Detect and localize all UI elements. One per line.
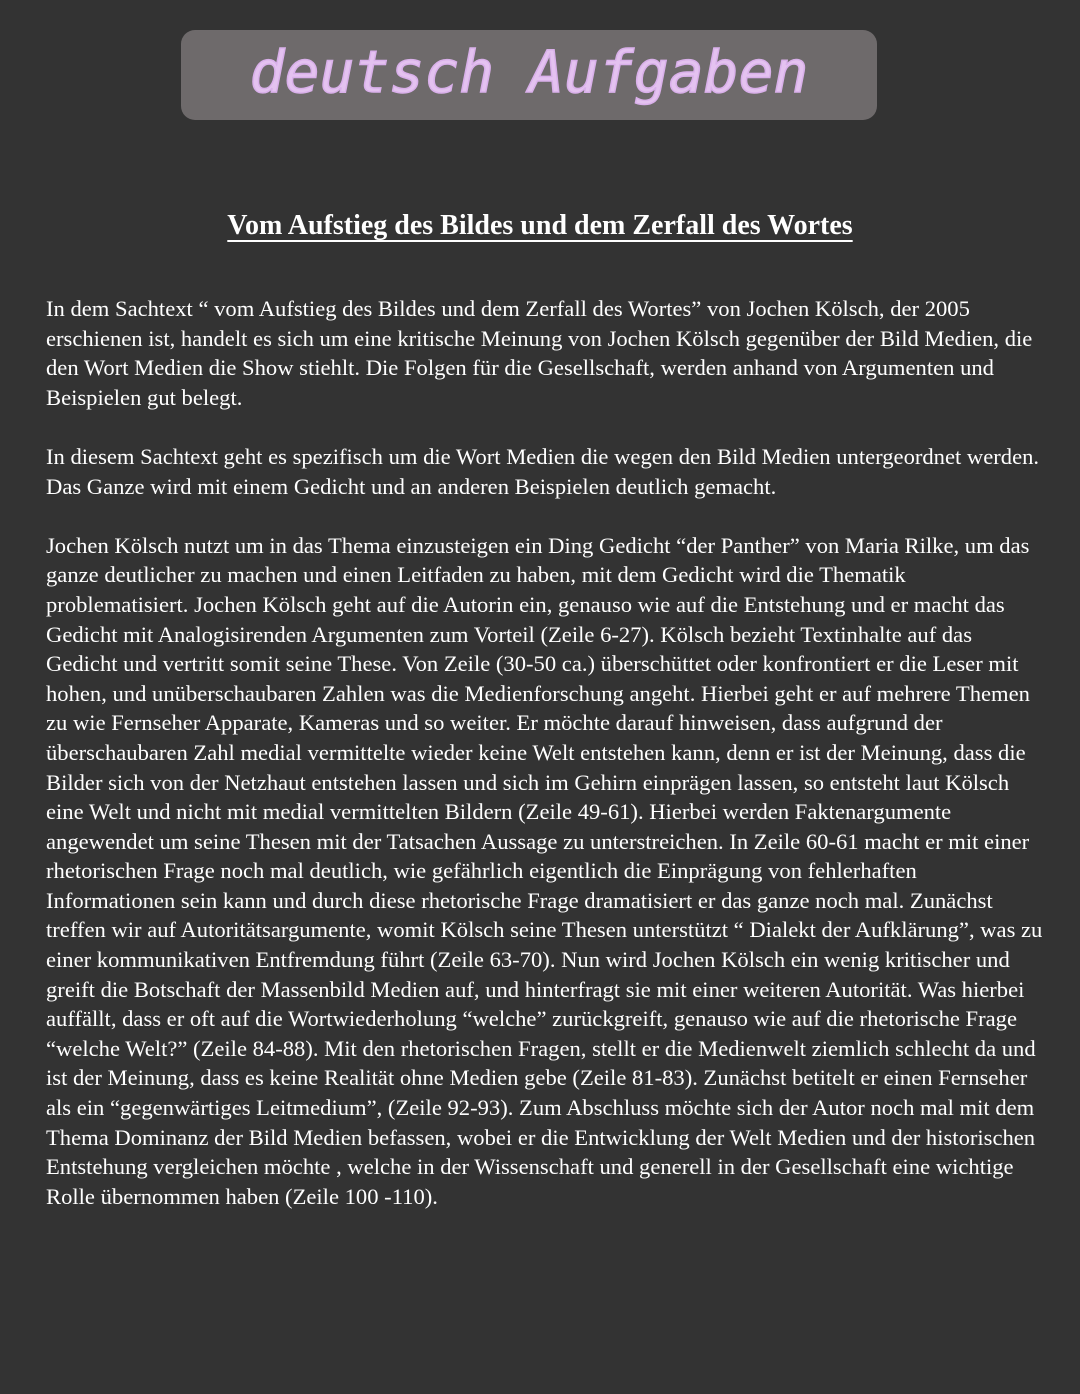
header-title-text: deutsch Aufgaben bbox=[249, 38, 809, 106]
header-title bbox=[181, 30, 877, 120]
document-body bbox=[46, 294, 1046, 1241]
paragraph-analysis: Jochen Kölsch nutzt um in das Thema einzusteigen ein Ding Gedicht “der Panther” von Maria Rilke, um das ganze deutlicher zu machen und einen Leitfaden zu haben, mit dem Gedicht wird die Thematik problematisiert. Jochen Kölsch geht auf die Autorin ein, genauso wie auf die Entstehung und er macht das Gedicht mit Analogisirenden Argumenten zum Vorteil (Zeile 6-27). Kölsch bezieht Textinhalte auf das Gedicht und vertritt somit seine These. Von Zeile (30-50 ca.) überschüttet oder konfrontiert er die Leser mit hohen, und unüberschaubaren Zahlen was die Medienforschung angeht. Hierbei geht er auf mehrere Themen zu wie Fernseher Apparate, Kameras und so weiter. Er möchte darauf hinweisen, dass aufgrund der überschaubaren Zahl medial vermittelte wieder keine Welt entstehen kann, denn er ist der Meinung, dass die Bilder sich von der Netzhaut entstehen lassen und sich im Gehirn einprägen lassen, so entsteht laut Kölsch eine Welt und nicht mit medial vermittelten Bildern (Zeile 49-61). Hierbei werden Faktenargumente angewendet um seine Thesen mit der Tatsachen Aussage zu unterstreichen. In Zeile 60-61 macht er mit einer rhetorischen Frage noch mal deutlich, wie gefährlich eigentlich die Einprägung von fehlerhaften Informationen sein kann und durch diese rhetorische Frage dramatisiert er das ganze noch mal. Zunächst treffen wir auf Autoritätsargumente, womit Kölsch seine Thesen unterstützt “ Dialekt der Aufklärung”, was zu einer kommunikativen Entfremdung führt (Zeile 63-70). Nun wird Jochen Kölsch ein wenig kritischer und greift die Botschaft der Massenbild Medien auf, und hinterfragt sie mit einer weiteren Autorität. Was hierbei auffällt, dass er oft auf die Wortwiederholung “welche” zurückgreift, genauso wie auf die rhetorische Frage “welche Welt?” (Zeile 84-88). Mit den rhetorischen Fragen, stellt er die Medienwelt ziemlich schlecht da und ist der Meinung, dass es keine Realität ohne Medien gebe (Zeile 81-83). Zunächst betitelt er einen Fernseher als ein “gegenwärtiges Leitmedium”, (Zeile 92-93). Zum Abschluss möchte sich der Autor noch mal mit dem Thema Dominanz der Bild Medien befassen, wobei er die Entwicklung der Welt Medien und der historischen Entstehung vergleichen möchte , welche in der Wissenschaft und generell in der Gesellschaft eine wichtige Rolle übernommen haben (Zeile 100 -110). bbox=[46, 532, 1043, 1209]
paragraph-summary: In diesem Sachtext geht es spezifisch um die Wort Medien die wegen den Bild Medien untergeordnet werden. Das Ganze wird mit einem Gedicht und an anderen Beispielen deutlich gemacht. bbox=[46, 443, 1040, 499]
header-banner bbox=[181, 30, 877, 120]
handwritten-title-graphic bbox=[181, 30, 877, 120]
page-title: Vom Aufstieg des Bildes und dem Zerfall des Wortes bbox=[227, 210, 853, 241]
paragraph-intro: In dem Sachtext “ vom Aufstieg des Bildes und dem Zerfall des Wortes” von Jochen Kölsch, der 2005 erschienen ist, handelt es sich um eine kritische Meinung von Jochen Kölsch gegenüber der Bild Medien, die den Wort Medien die Show stiehlt. Die Folgen für die Gesellschaft, werden anhand von Argumenten und Beispielen gut belegt. bbox=[46, 296, 1033, 410]
